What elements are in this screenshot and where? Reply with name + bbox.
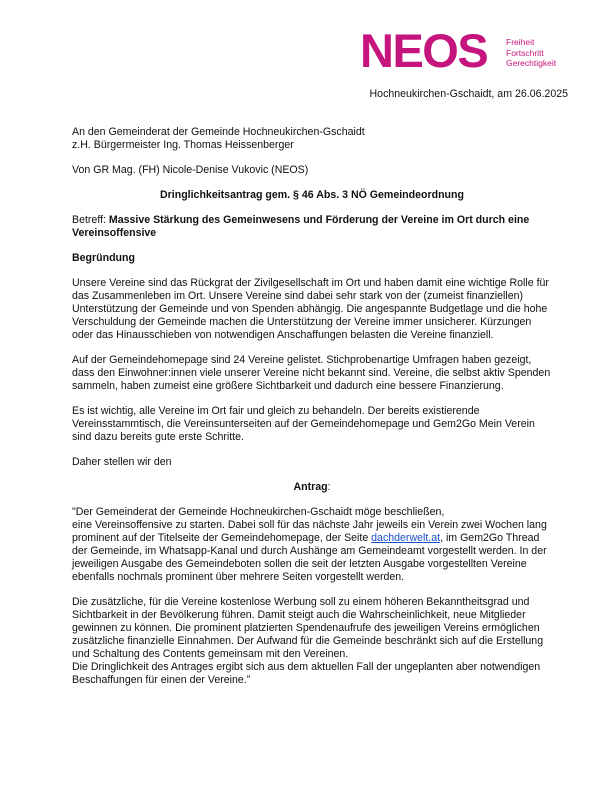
antrag-intro: "Der Gemeinderat der Gemeinde Hochneukirchen-Gschaidt möge beschließen, bbox=[72, 506, 445, 518]
address-line: An den Gemeinderat der Gemeinde Hochneukirchen-Gschaidt bbox=[72, 126, 365, 138]
address-line: z.H. Bürgermeister Ing. Thomas Heissenberger bbox=[72, 139, 294, 151]
antrag-heading: Antrag bbox=[293, 481, 328, 493]
paragraph: Es ist wichtig, alle Vereine im Ort fair und gleich zu behandeln. Der bereits existierende Vereinsstammtisch, die Vereinsunterseiten auf der Gemeindehomepage und Gem2Go Mein Verein sind dazu bereits gute erste Schritte. bbox=[72, 405, 535, 443]
neos-logo bbox=[360, 24, 570, 77]
antrag-paragraph bbox=[72, 519, 552, 584]
antrag-text: eine Vereinsoffensive zu starten. Dabei soll für das nächste Jahr jeweils ein Verein zwei Wochen lang prominent auf der Titelseite der Gemeindehomepage, der Seite bbox=[72, 519, 547, 544]
paragraph: Unsere Vereine sind das Rückgrat der Zivilgesellschaft im Ort und haben damit eine wichtige Rolle für das Zusammenleben im Ort. Unsere Vereine sind dabei sehr stark von der (zumeist finanziellen) Unterstützung der Gemeinde und von Spenden abhängig. Die angespannte Budgetlage und die hohe Verschuldung der Gemeinde machen die Unterstützung der Vereine immer unsicherer. Kürzungen oder das Hinausschieben von notwendigen Anschaffungen belasten die Vereine finanziell. bbox=[72, 277, 549, 341]
section-heading-begruendung: Begründung bbox=[72, 252, 135, 264]
tagline-line: Fortschritt bbox=[506, 47, 544, 58]
date-line: Hochneukirchen-Gschaidt, am 26.06.2025 bbox=[369, 88, 568, 100]
subject-line bbox=[72, 214, 552, 240]
subject-text: Massive Stärkung des Gemeinwesens und Förderung der Vereine im Ort durch eine Vereinsoffensive bbox=[72, 214, 530, 239]
antrag-text: , im Gem2Go Thread der Gemeinde, im Whatsapp-Kanal und durch Aushänge am Gemeindeamt vorgestellt werden. In der jeweiligen Ausgabe des Gemeindeboten sollen die seit der letzten Ausgabe vorgestellten Vereine ebenfalls nochmals prominent über mehrere Seiten vorgestellt werden. bbox=[72, 532, 547, 583]
antrag-paragraph: Die zusätzliche, für die Vereine kostenlose Werbung soll zu einem höheren Bekanntheitsgrad und Sichtbarkeit in der Bevölkerung führen. Damit steigt auch die Wahrscheinlichkeit, neue Mitglieder gewinnen zu können. Die prominent platzierten Spendenaufrufe des jeweiligen Vereins ermöglichen zusätzliche finanzielle Einnahmen. Der Aufwand für die Gemeinde beschränkt sich auf die Erstellung und Schaltung des Contents gemeinsam mit den Vereinen. bbox=[72, 596, 544, 660]
paragraph: Auf der Gemeindehomepage sind 24 Vereine gelistet. Stichprobenartige Umfragen haben gezeigt, dass den Einwohner:innen viele unserer Vereine nicht bekannt sind. Vereine, die selbst aktiv Spenden sammeln, haben zumeist eine größere Sichtbarkeit und dadurch eine bessere Finanzierung. bbox=[72, 354, 551, 392]
letter-body bbox=[72, 126, 552, 687]
tagline-line: Freiheit bbox=[506, 37, 535, 47]
logo-tagline bbox=[506, 37, 556, 69]
tagline-line: Gerechtigkeit bbox=[506, 58, 557, 68]
document-title: Dringlichkeitsantrag gem. § 46 Abs. 3 NÖ Gemeindeordnung bbox=[160, 189, 464, 201]
daher-line: Daher stellen wir den bbox=[72, 456, 172, 468]
logo-wordmark: NEOS bbox=[360, 24, 488, 77]
subject-label: Betreff: bbox=[72, 214, 109, 226]
antrag-colon: : bbox=[327, 481, 331, 493]
sender-line: Von GR Mag. (FH) Nicole-Denise Vukovic (NEOS) bbox=[72, 164, 309, 176]
antrag-paragraph: Die Dringlichkeit des Antrages ergibt sich aus dem aktuellen Fall der ungeplanten aber notwendigen Beschaffungen für einen der Vereine.” bbox=[72, 661, 541, 686]
dachderwelt-link[interactable]: dachderwelt.at bbox=[371, 532, 441, 544]
section-heading-antrag bbox=[72, 481, 552, 494]
